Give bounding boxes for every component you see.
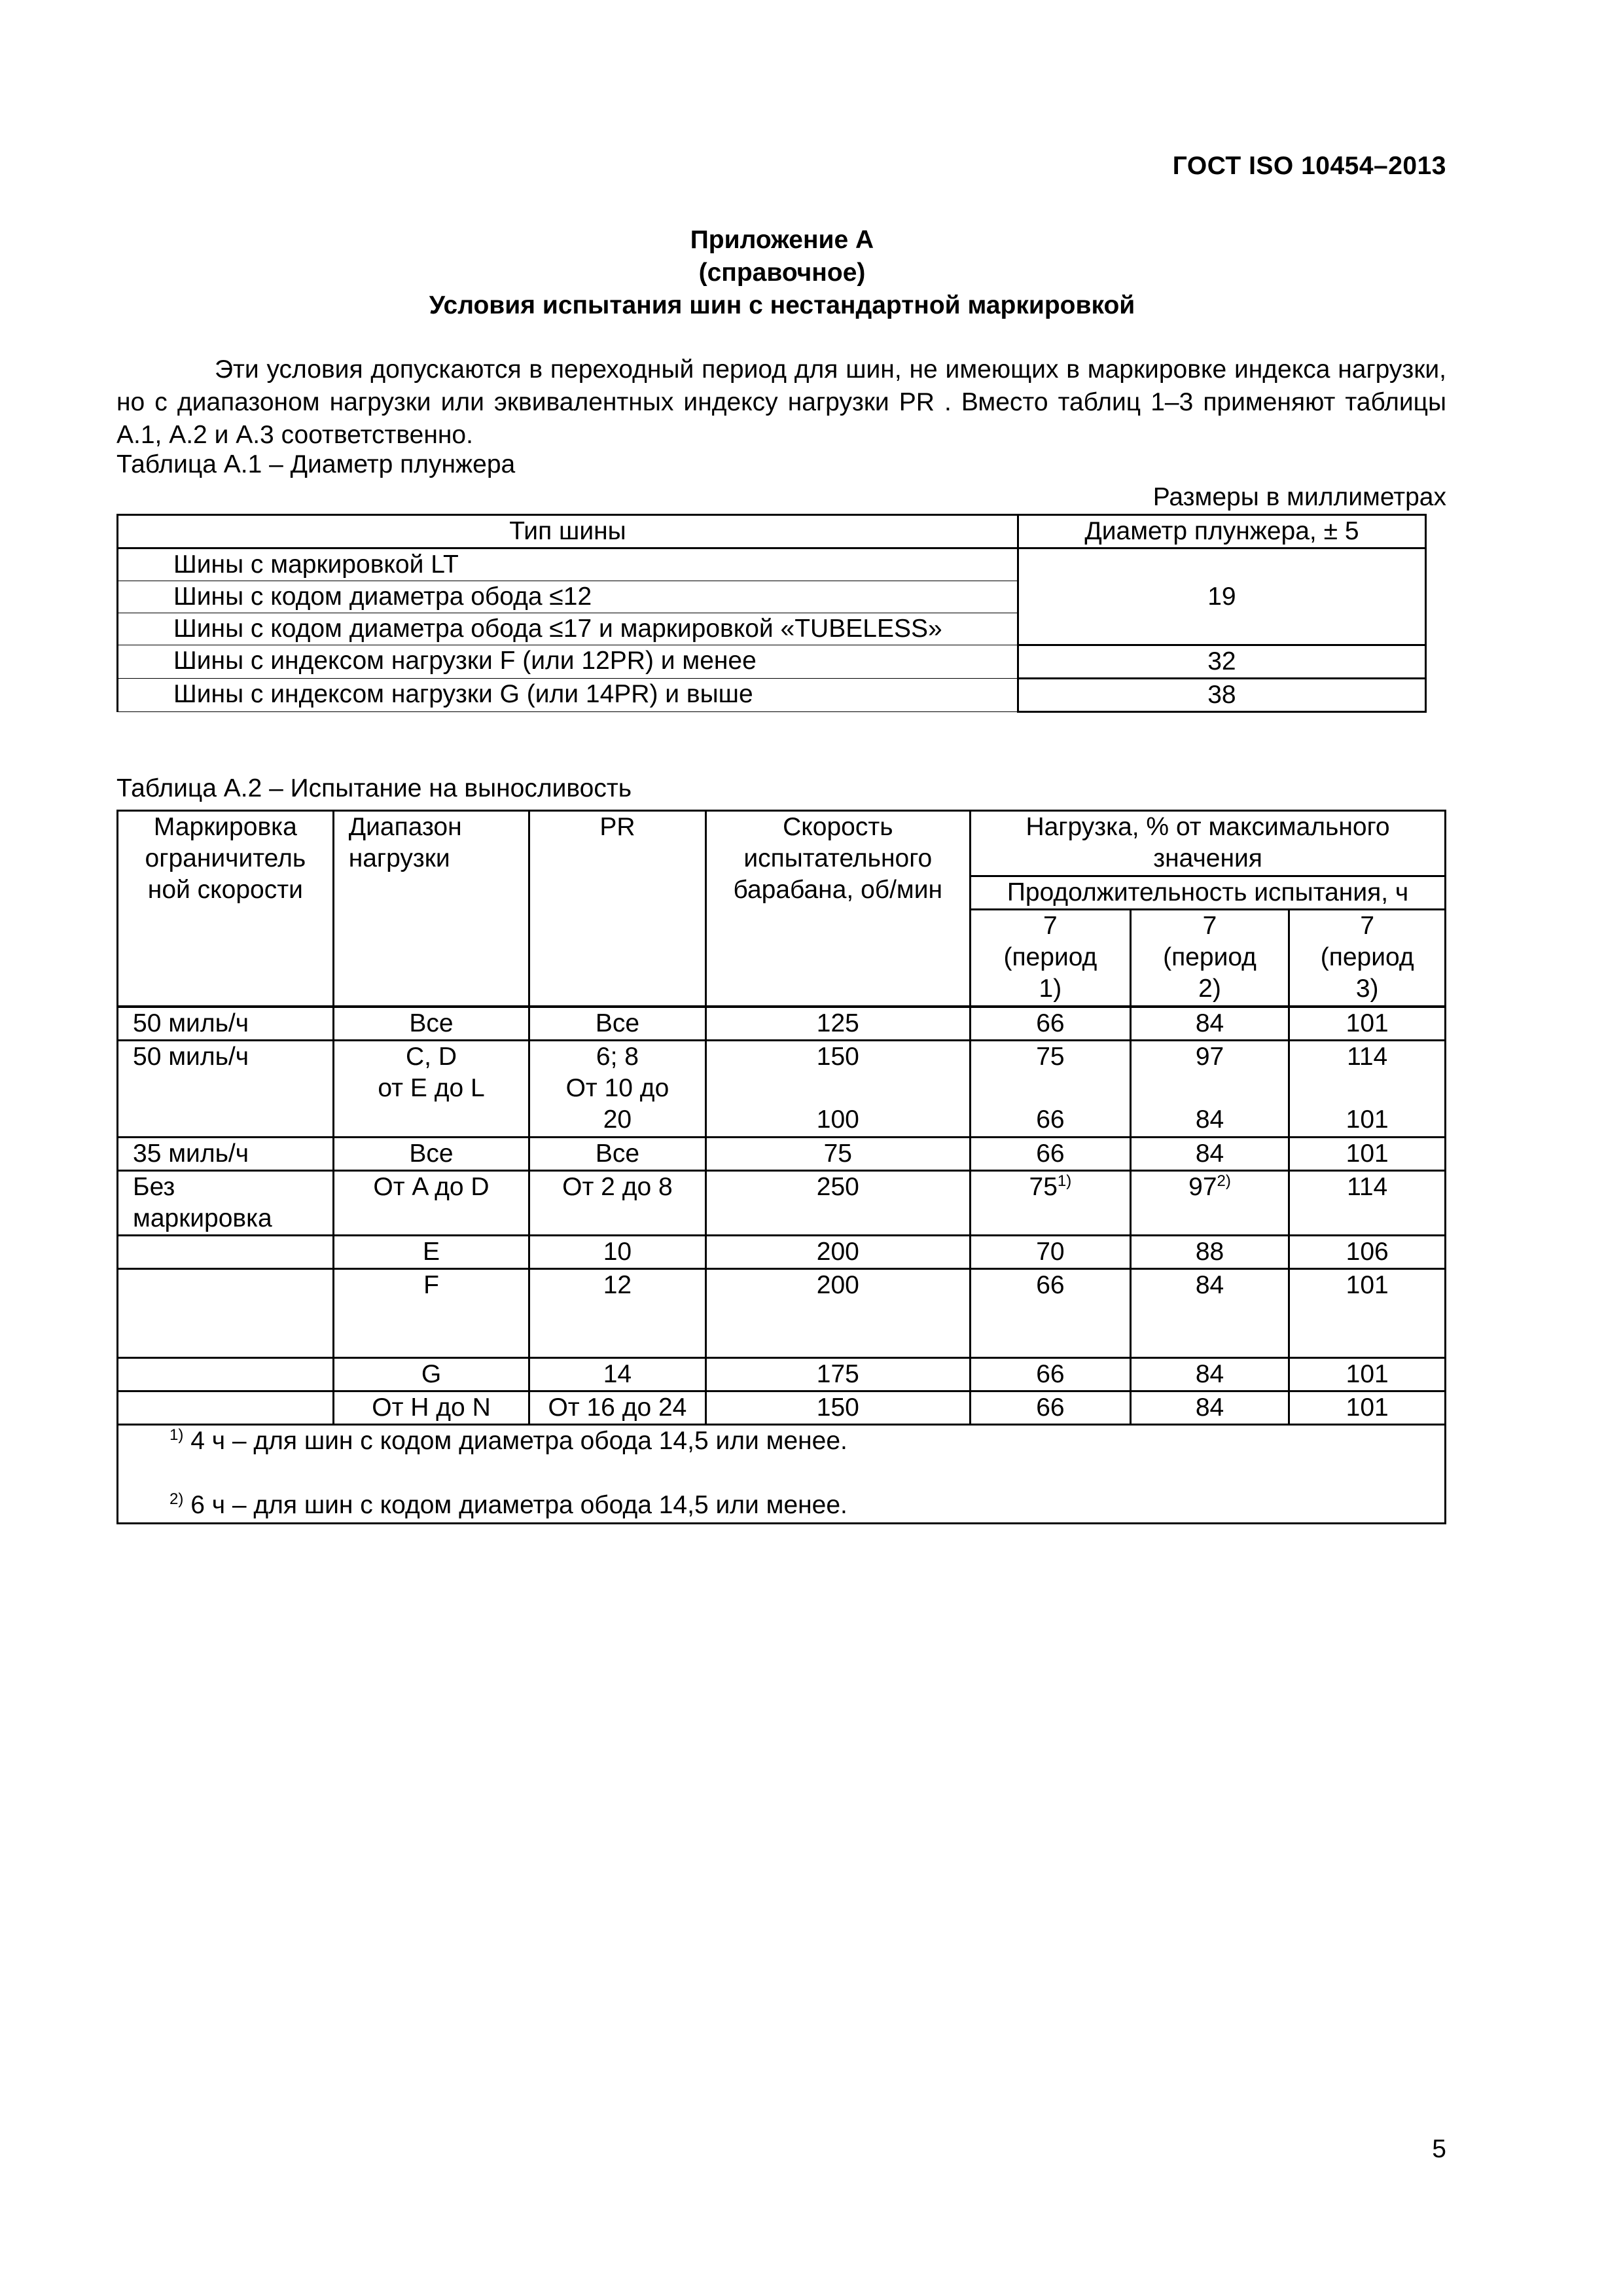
- table-row: [118, 1170, 1446, 1235]
- tire-type-cell: Шины с кодом диаметра обода ≤17 и маркировкой «TUBELESS»: [118, 613, 1018, 645]
- period-3-cell: 101: [1289, 1357, 1446, 1391]
- header-cell: Тип шины: [118, 515, 1018, 548]
- period-3-header: 7 (период 3): [1289, 910, 1446, 1007]
- period-2-header: 7 (период 2): [1130, 910, 1289, 1007]
- period-2-cell: 84: [1130, 1268, 1289, 1357]
- diameter-cell: 32: [1018, 645, 1425, 679]
- table-row: [118, 1391, 1446, 1424]
- speed-cell: 175: [705, 1357, 971, 1391]
- pr-cell: От 2 до 8: [529, 1170, 705, 1235]
- footnote-ref: 2): [1217, 1172, 1231, 1190]
- pr-cell: 10: [529, 1235, 705, 1268]
- period-2-cell: 84: [1130, 1137, 1289, 1170]
- period-3-cell: 101: [1289, 1268, 1446, 1357]
- range-cell: Все: [333, 1137, 529, 1170]
- footnote-mark: 1): [169, 1426, 184, 1444]
- period-1-cell: 75 66: [971, 1040, 1131, 1137]
- duration-header: Продолжительность испытания, ч: [971, 876, 1446, 910]
- pr-cell: 12: [529, 1268, 705, 1357]
- range-cell: C, D от E до L: [333, 1040, 529, 1137]
- marking-cell: [118, 1235, 334, 1268]
- table1-units: Размеры в миллиметрах: [1152, 483, 1446, 511]
- endurance-test-table: [116, 810, 1446, 1524]
- period-1-cell: 66: [971, 1137, 1131, 1170]
- period-2-cell: 84: [1130, 1007, 1289, 1041]
- table-row: [118, 1137, 1446, 1170]
- diameter-cell: 19: [1018, 548, 1425, 645]
- period-3-cell: 106: [1289, 1235, 1446, 1268]
- tire-type-cell: Шины с индексом нагрузки F (или 12PR) и менее: [118, 645, 1018, 679]
- marking-cell: Без маркировка: [118, 1170, 334, 1235]
- range-cell: От H до N: [333, 1391, 529, 1424]
- appendix-subject: Условия испытания шин с нестандартной маркировкой: [429, 291, 1135, 319]
- marking-cell: 50 миль/ч: [118, 1040, 334, 1137]
- speed-cell: 150 100: [705, 1040, 971, 1137]
- pr-header: PR: [529, 811, 705, 1007]
- speed-cell: 125: [705, 1007, 971, 1041]
- tire-type-cell: Шины с индексом нагрузки G (или 14PR) и выше: [118, 679, 1018, 712]
- period-3-cell: 101: [1289, 1007, 1446, 1041]
- period-3-cell: 101: [1289, 1391, 1446, 1424]
- footnote-mark: 2): [169, 1490, 184, 1508]
- speed-cell: 200: [705, 1268, 971, 1357]
- pr-cell: 14: [529, 1357, 705, 1391]
- period-1-cell: 66: [971, 1391, 1131, 1424]
- appendix-status: (справочное): [698, 259, 866, 287]
- pr-cell: 6; 8 От 10 до 20: [529, 1040, 705, 1137]
- range-cell: F: [333, 1268, 529, 1357]
- table-row: [118, 1040, 1446, 1137]
- marking-header: Маркировка ограничитель ной скорости: [118, 811, 334, 1007]
- speed-cell: 200: [705, 1235, 971, 1268]
- period-2-cell: 84: [1130, 1357, 1289, 1391]
- table1-caption: Таблица А.1 – Диаметр плунжера: [116, 450, 516, 478]
- range-cell: G: [333, 1357, 529, 1391]
- table-row: [118, 548, 1426, 581]
- table-row: [118, 1357, 1446, 1391]
- table2-caption: Таблица А.2 – Испытание на выносливость: [116, 774, 632, 802]
- period-2-cell: 88: [1130, 1235, 1289, 1268]
- table-row: [118, 1268, 1446, 1357]
- header-cell: Диаметр плунжера, ± 5: [1018, 515, 1425, 548]
- footnotes-row: [118, 1424, 1446, 1523]
- period-3-cell: 101: [1289, 1137, 1446, 1170]
- period-1-cell: 66: [971, 1268, 1131, 1357]
- intro-text: Эти условия допускаются в переходный период для шин, не имеющих в маркировке индекса нагрузки, но с диапазоном нагрузки или эквивалентных индексу нагрузки PR . Вместо таблиц 1–3 применяют таблицы А.1, А.2 и А.3 соответственно.: [116, 355, 1446, 449]
- tire-type-cell: Шины с кодом диаметра обода ≤12: [118, 581, 1018, 613]
- table-row: [118, 645, 1426, 679]
- marking-cell: 35 миль/ч: [118, 1137, 334, 1170]
- document-code: ГОСТ ISO 10454–2013: [1172, 152, 1446, 180]
- pr-cell: От 16 до 24: [529, 1391, 705, 1424]
- period-2-cell: 97$^{2)}$: [1130, 1170, 1289, 1235]
- footnote-2: $^{2)}$ 6 ч – для шин с кодом диаметра обода 14,5 или менее.: [169, 1490, 847, 1519]
- range-cell: От A до D: [333, 1170, 529, 1235]
- pr-cell: Все: [529, 1007, 705, 1041]
- footnote-1: $^{1)}$ 4 ч – для шин с кодом диаметра обода 14,5 или менее.: [169, 1426, 847, 1455]
- speed-cell: 250: [705, 1170, 971, 1235]
- diameter-cell: 38: [1018, 679, 1425, 712]
- marking-cell: [118, 1268, 334, 1357]
- range-cell: E: [333, 1235, 529, 1268]
- period-3-cell: 114 101: [1289, 1040, 1446, 1137]
- load-percent-header: Нагрузка, % от максимального значения: [971, 811, 1446, 876]
- table-row: [118, 1007, 1446, 1041]
- period-1-cell: 66: [971, 1357, 1131, 1391]
- intro-paragraph: [116, 353, 1446, 452]
- table-row: [118, 1235, 1446, 1268]
- period-2-cell: 84: [1130, 1391, 1289, 1424]
- table-header-row: [118, 811, 1446, 876]
- period-1-cell: 66: [971, 1007, 1131, 1041]
- marking-cell: [118, 1357, 334, 1391]
- footnote-ref: 1): [1057, 1172, 1072, 1190]
- marking-cell: [118, 1391, 334, 1424]
- drum-speed-header: Скорость испытательного барабана, об/мин: [705, 811, 971, 1007]
- tire-type-cell: Шины с маркировкой LT: [118, 548, 1018, 581]
- period-3-cell: 114: [1289, 1170, 1446, 1235]
- speed-cell: 75: [705, 1137, 971, 1170]
- period-2-cell: 97 84: [1130, 1040, 1289, 1137]
- marking-cell: 50 миль/ч: [118, 1007, 334, 1041]
- period-1-cell: 70: [971, 1235, 1131, 1268]
- page-number: 5: [1432, 2135, 1446, 2163]
- load-range-header: Диапазон нагрузки: [333, 811, 529, 1007]
- range-cell: Все: [333, 1007, 529, 1041]
- period-1-cell: 75$^{1)}$: [971, 1170, 1131, 1235]
- period-1-header: 7 (период 1): [971, 910, 1131, 1007]
- plunger-diameter-table: [116, 514, 1427, 713]
- table-row: [118, 679, 1426, 712]
- footnotes-cell: [118, 1424, 1446, 1523]
- appendix-title: Приложение А: [690, 226, 874, 254]
- table-header-row: [118, 515, 1426, 548]
- speed-cell: 150: [705, 1391, 971, 1424]
- pr-cell: Все: [529, 1137, 705, 1170]
